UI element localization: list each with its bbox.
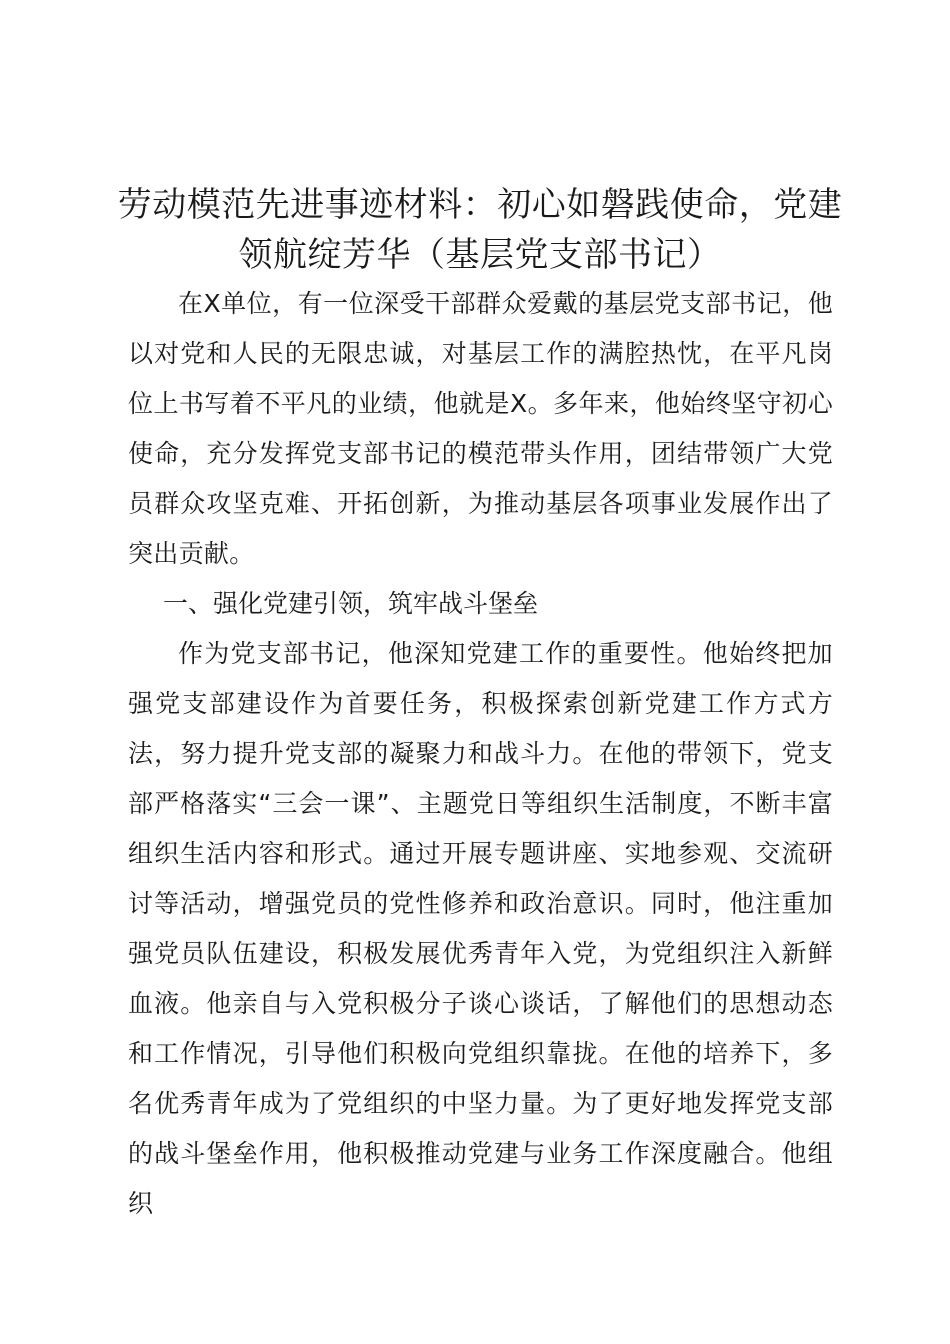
intro-paragraph: 在X单位，有一位深受干部群众爱戴的基层党支部书记，他以对党和人民的无限忠诚，对基层工作的满腔热忱，在平凡岗位上书写着不平凡的业绩，他就是X。多年来，他始终坚守初心使命，充分发挥党支部书记的模范带头作用，团结带领广大党员群众攻坚克难、开拓创新，为推动基层各项事业发展作出了突出贡献。 — [128, 289, 833, 568]
section-heading: 一、强化党建引领，筑牢战斗堡垒 — [163, 589, 539, 618]
document-body — [128, 279, 833, 1229]
document-title: 劳动模范先进事迹材料：初心如磐践使命，党建领航绽芳华（基层党支部书记） — [117, 185, 843, 275]
section-paragraph: 作为党支部书记，他深知党建工作的重要性。他始终把加强党支部建设作为首要任务，积极探索创新党建工作方式方法，努力提升党支部的凝聚力和战斗力。在他的带领下，党支部严格落实“三会一课”、主题党日等组织生活制度，不断丰富组织生活内容和形式。通过开展专题讲座、实地参观、交流研讨等活动，增强党员的党性修养和政治意识。同时，他注重加强党员队伍建设，积极发展优秀青年入党，为党组织注入新鲜血液。他亲自与入党积极分子谈心谈话，了解他们的思想动态和工作情况，引导他们积极向党组织靠拢。在他的培养下，多名优秀青年成为了党组织的中坚力量。为了更好地发挥党支部的战斗堡垒作用，他积极推动党建与业务工作深度融合。他组织 — [128, 639, 833, 1218]
